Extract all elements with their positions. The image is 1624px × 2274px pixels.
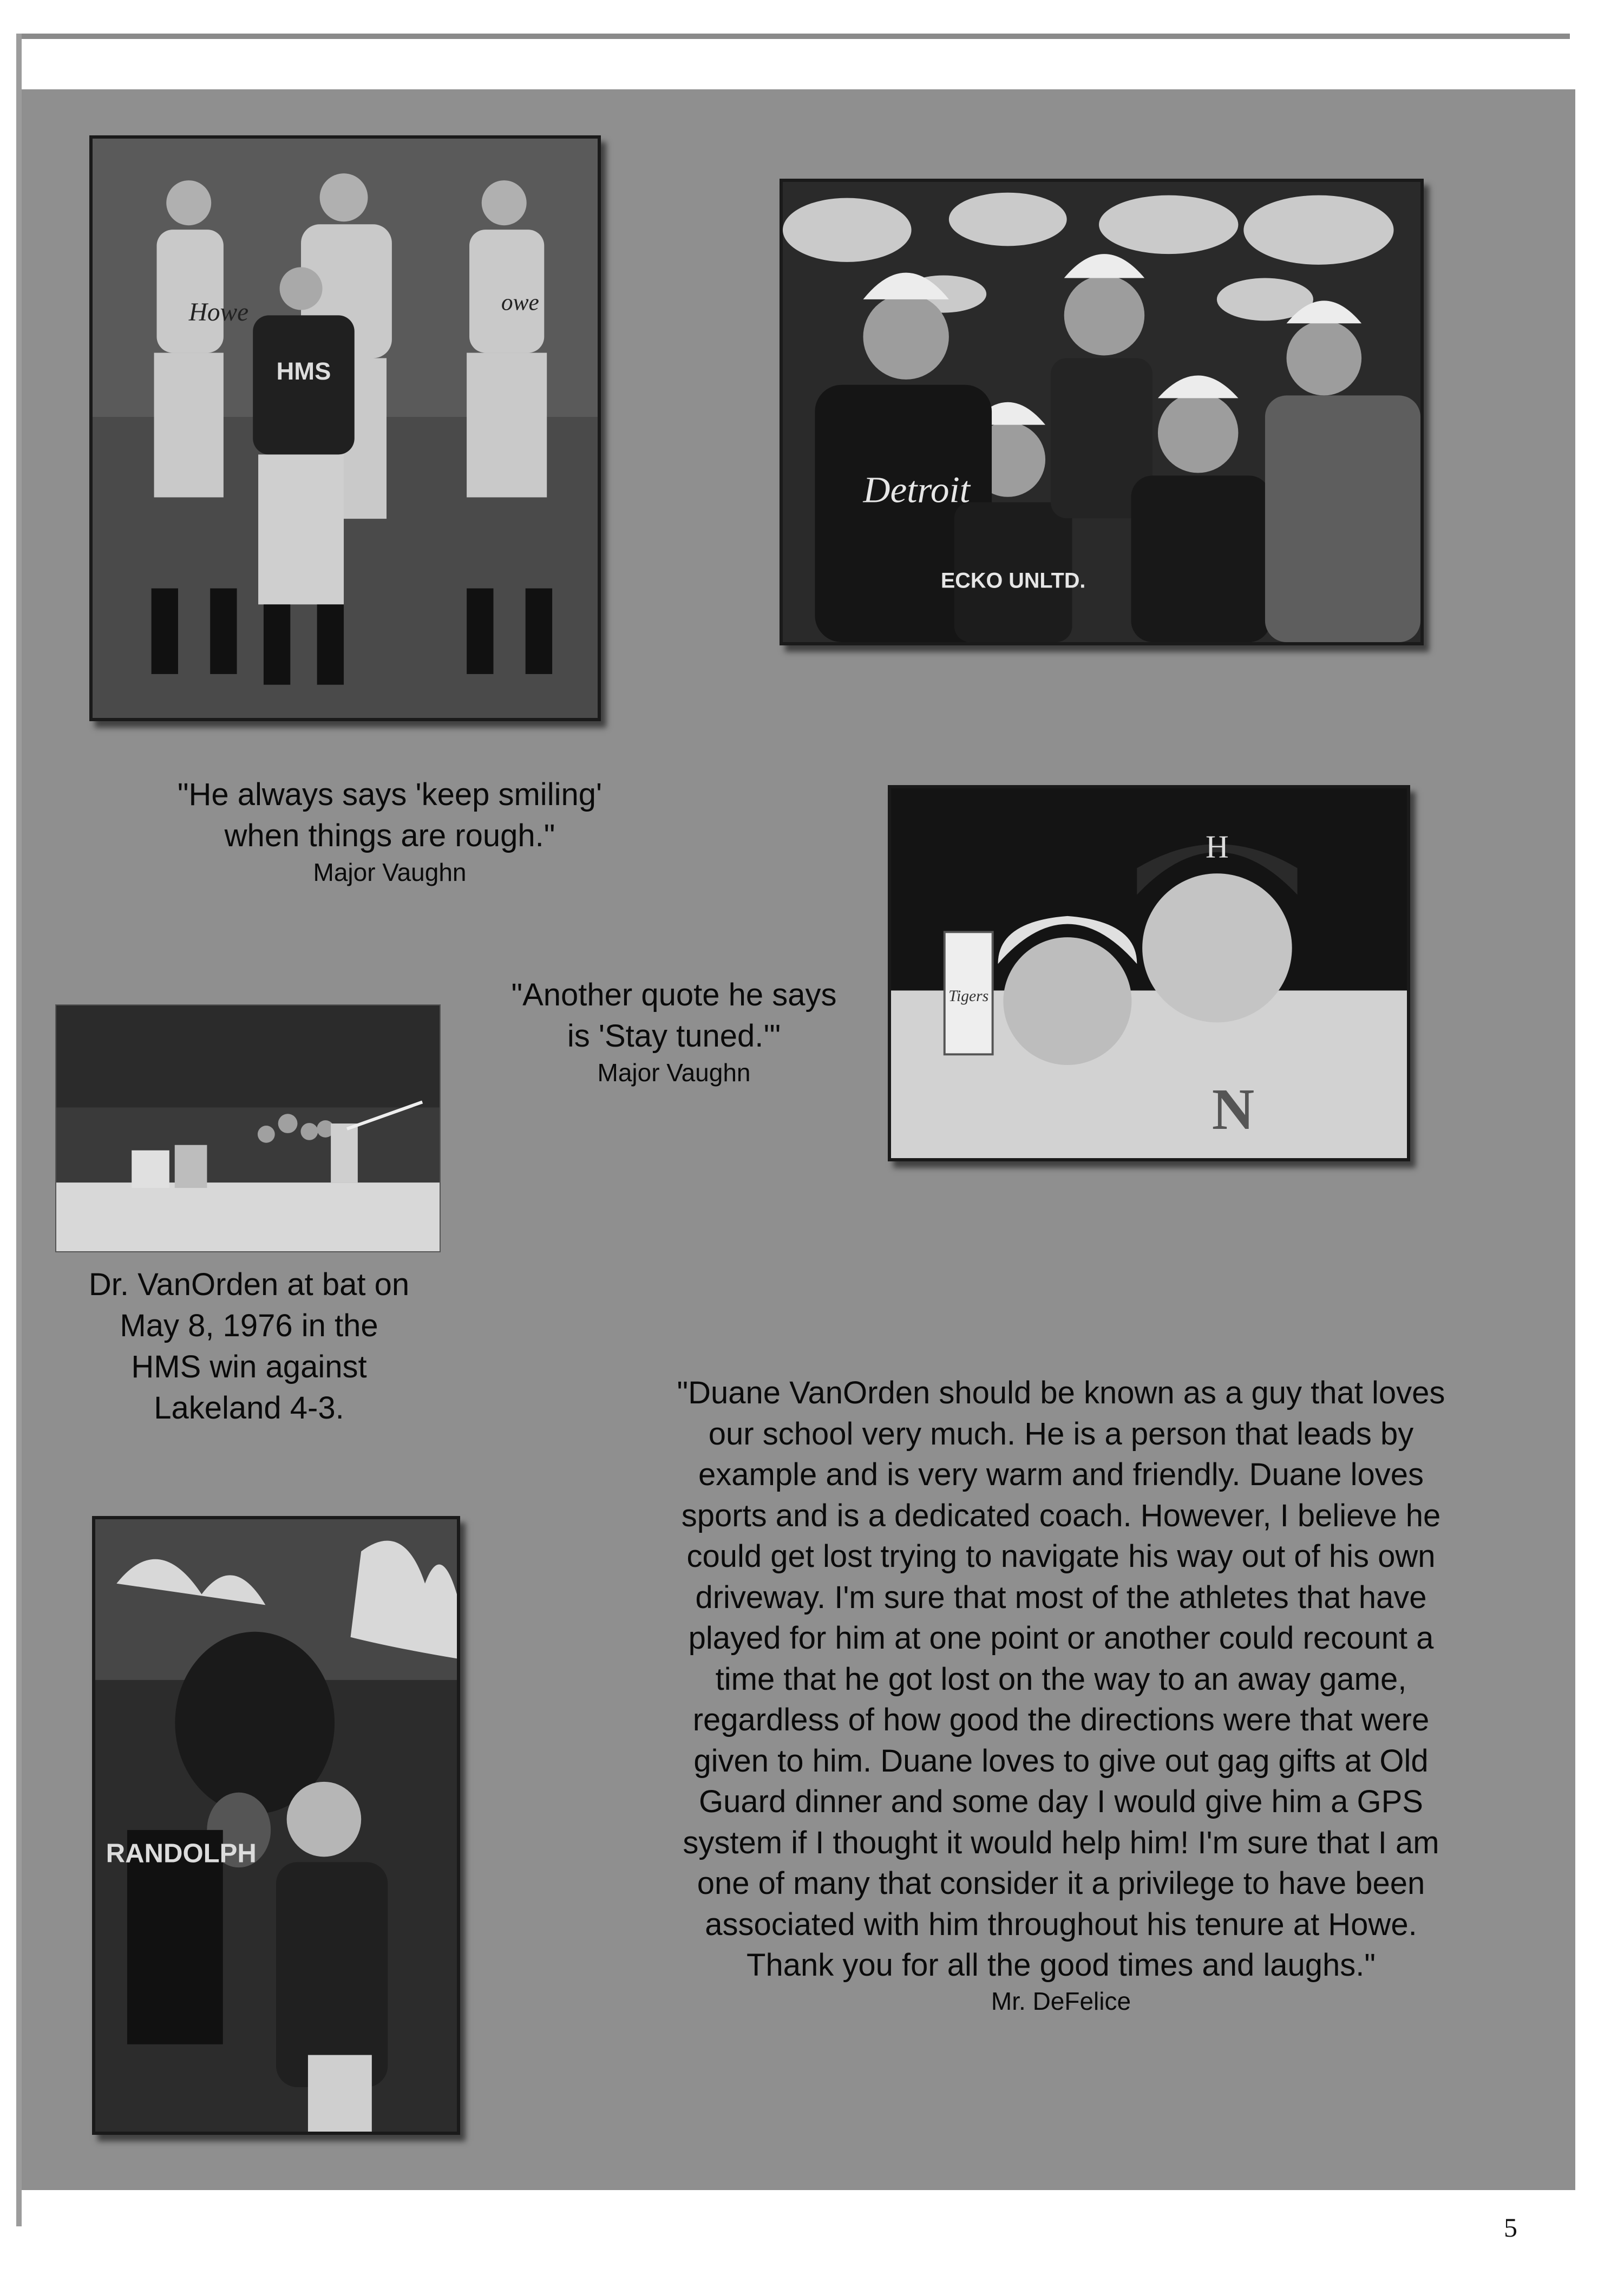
quote-line: when things are rough." (224, 818, 555, 853)
shirt-letter: N (1212, 1077, 1255, 1142)
caption-line: Dr. VanOrden at bat on (88, 1267, 410, 1302)
sign-text: RANDOLPH (106, 1838, 257, 1868)
quote-line: is 'Stay tuned.'" (567, 1018, 781, 1054)
quote-line: given to him. Duane loves to give out gag gifts at Old (693, 1743, 1429, 1779)
quote-stay-tuned (484, 975, 863, 1088)
jersey-text: Howe (188, 298, 249, 327)
caption-line: HMS win against (131, 1349, 367, 1384)
at-bat-photo (55, 1004, 441, 1252)
quote-line: our school very much. He is a person that leads by (708, 1416, 1414, 1452)
quote-line: played for him at one point or another could recount a (688, 1620, 1434, 1656)
defelice-quote (601, 1373, 1521, 2016)
moose-photo (92, 1516, 460, 2135)
cup-text: Tigers (948, 988, 989, 1005)
page-number: 5 (1504, 2212, 1517, 2243)
quote-line: associated with him throughout his tenure at Howe. (705, 1906, 1417, 1942)
quote-line: Thank you for all the good times and laughs." (746, 1948, 1376, 1983)
holiday-family-photo (780, 179, 1424, 645)
baseball-team-photo (89, 135, 601, 721)
quote-line: time that he got lost on the way to an away game, (715, 1661, 1407, 1697)
cap-letter: H (1206, 828, 1229, 865)
quote-line: system if I thought it would help him! I'm sure that I am (683, 1825, 1439, 1860)
yearbook-page (22, 89, 1575, 2243)
quote-line: example and is very warm and friendly. Duane loves (698, 1457, 1424, 1492)
shirt-text: HMS (276, 357, 331, 385)
quote-keep-smiling (162, 774, 617, 888)
quote-line: one of many that consider it a privilege to have been (697, 1866, 1425, 1901)
jacket-text: Detroit (863, 468, 971, 511)
couple-game-photo (888, 785, 1410, 1161)
quote-line: sports and is a dedicated coach. However, I believe he (681, 1498, 1441, 1533)
caption-line: May 8, 1976 in the (120, 1308, 378, 1343)
quote-attribution: Major Vaughn (597, 1058, 751, 1087)
quote-line: "He always says 'keep smiling' (177, 777, 603, 812)
quote-line: could get lost trying to navigate his way out of his own (686, 1539, 1436, 1574)
quote-attribution: Major Vaughn (313, 858, 467, 886)
scan-edge-top (16, 34, 1570, 39)
at-bat-caption (49, 1264, 449, 1429)
quote-line: regardless of how good the directions were that were (692, 1702, 1430, 1737)
svg-text:owe: owe (501, 289, 539, 316)
scan-edge-left (16, 34, 22, 2226)
quote-line: Guard dinner and some day I would give him a GPS (699, 1784, 1423, 1819)
quote-attribution: Mr. DeFelice (991, 1987, 1131, 2015)
quote-line: driveway. I'm sure that most of the athletes that have (695, 1579, 1427, 1615)
shirt-logo-text: ECKO UNLTD. (940, 568, 1086, 593)
quote-line: "Duane VanOrden should be known as a guy that loves (677, 1375, 1445, 1410)
caption-line: Lakeland 4-3. (154, 1390, 344, 1426)
quote-line: "Another quote he says (511, 977, 837, 1012)
